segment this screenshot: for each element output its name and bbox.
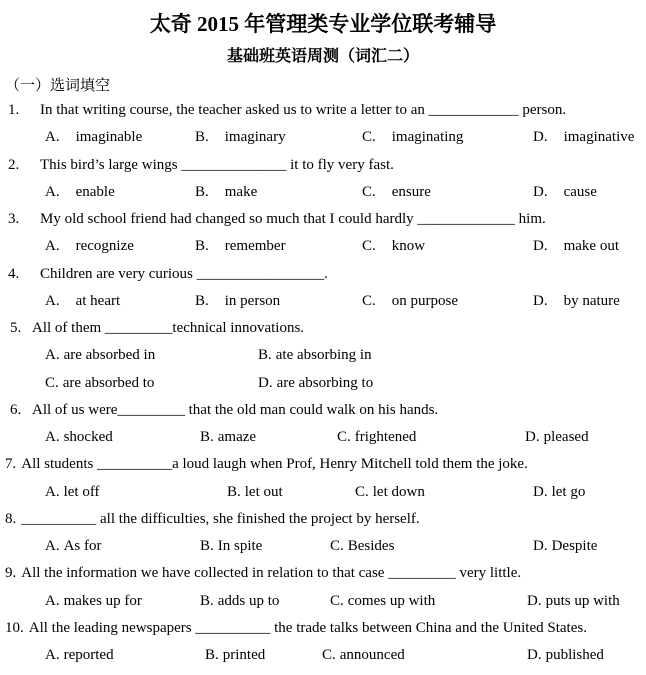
option-text: enable — [75, 183, 115, 200]
option-letter: A. — [45, 183, 60, 200]
option-letter: A. — [45, 592, 60, 609]
question-9-option-C — [330, 588, 527, 615]
question-6-option-D — [525, 424, 589, 451]
option-letter: C. — [337, 429, 351, 445]
question-3-option-A — [45, 233, 195, 260]
question-6 — [0, 397, 646, 424]
question-10-option-B — [205, 642, 322, 669]
option-letter: D. — [533, 183, 548, 200]
question-2-text: This bird’s large wings ______________ it to fly very fast. — [40, 156, 394, 173]
option-letter: B. — [195, 183, 209, 200]
question-4-option-B — [195, 288, 362, 315]
option-letter: C. — [330, 592, 344, 609]
option-text: announced — [339, 647, 405, 663]
question-2-option-D — [533, 179, 597, 206]
option-letter: B. — [258, 347, 272, 364]
question-7-option-D — [533, 479, 585, 506]
question-9-number: 9. — [5, 565, 17, 582]
option-letter: D. — [533, 292, 548, 309]
option-text: recognize — [75, 238, 134, 255]
option-letter: B. — [200, 538, 214, 554]
question-10-option-A — [45, 642, 205, 669]
option-text: cause — [563, 183, 597, 200]
question-2-option-A — [45, 179, 195, 206]
question-6-option-C — [337, 424, 525, 451]
option-letter: D. — [533, 538, 548, 554]
option-text: printed — [222, 647, 266, 663]
question-7-option-B — [227, 479, 355, 506]
option-text: let go — [551, 483, 586, 500]
option-text: let down — [372, 483, 425, 500]
question-5-options-row — [0, 370, 646, 397]
option-text: are absorbed to — [62, 374, 155, 391]
question-5-options-row — [0, 342, 646, 369]
option-letter: B. — [195, 129, 209, 146]
option-letter: A. — [45, 129, 60, 146]
question-7 — [0, 451, 646, 478]
option-letter: D. — [525, 429, 540, 445]
section-heading: （一）选词填空 — [5, 78, 111, 94]
option-text: in person — [224, 292, 281, 309]
question-9-options-row — [0, 588, 646, 615]
option-text: As for — [63, 538, 102, 554]
option-text: make out — [563, 238, 619, 255]
question-4-options-row — [0, 288, 646, 315]
option-text: amaze — [217, 429, 257, 445]
question-10-option-D — [527, 642, 604, 669]
question-list — [0, 97, 646, 669]
option-text: know — [391, 238, 426, 255]
question-7-options-row — [0, 479, 646, 506]
question-8 — [0, 506, 646, 533]
option-text: Besides — [347, 538, 395, 554]
option-letter: D. — [527, 647, 542, 663]
option-letter: C. — [362, 129, 376, 146]
question-2-options-row — [0, 179, 646, 206]
question-8-number: 8. — [5, 510, 17, 527]
option-text: puts up with — [545, 592, 620, 609]
question-6-number: 6. — [10, 401, 22, 418]
question-9-text: All the information we have collected in relation to that case _________ very little. — [21, 565, 522, 582]
question-10-number: 10. — [5, 619, 24, 636]
question-1-options-row — [0, 124, 646, 151]
option-text: ate absorbing in — [275, 347, 372, 364]
option-text: imaginary — [224, 129, 286, 146]
option-text: shocked — [63, 429, 113, 445]
question-6-option-B — [200, 424, 337, 451]
question-9-option-B — [200, 588, 330, 615]
question-8-option-C — [330, 533, 533, 560]
question-3-text: My old school friend had changed so much that I could hardly _____________ him. — [40, 211, 546, 227]
option-letter: A. — [45, 647, 60, 663]
option-letter: C. — [355, 483, 369, 500]
question-7-option-C — [355, 479, 533, 506]
question-9-option-A — [45, 588, 200, 615]
option-text: Despite — [551, 538, 598, 554]
question-3-option-B — [195, 233, 362, 260]
option-text: imaginating — [391, 129, 464, 146]
question-10 — [0, 615, 646, 642]
question-8-option-D — [533, 533, 597, 560]
option-letter: D. — [258, 374, 273, 391]
question-3-number: 3. — [8, 211, 20, 227]
option-letter: B. — [200, 429, 214, 445]
question-8-options-row — [0, 533, 646, 560]
question-3 — [0, 206, 646, 233]
option-letter: C. — [45, 374, 59, 391]
question-1-text: In that writing course, the teacher asked us to write a letter to an ____________ person. — [40, 102, 567, 118]
question-5 — [0, 315, 646, 342]
option-text: make — [224, 183, 258, 200]
question-5-option-C — [45, 370, 258, 397]
option-text: imaginable — [75, 129, 143, 146]
option-letter: A. — [45, 483, 60, 500]
question-6-options-row — [0, 424, 646, 451]
document-title: 太奇 2015 年管理类专业学位联考辅导 — [149, 12, 497, 36]
question-3-options-row — [0, 233, 646, 260]
question-7-text: All students __________a loud laugh when Prof, Henry Mitchell told them the joke. — [21, 456, 528, 473]
question-8-option-B — [200, 533, 330, 560]
option-letter: A. — [45, 238, 60, 255]
question-5-option-A — [45, 342, 258, 369]
option-text: let off — [63, 483, 100, 500]
option-text: reported — [63, 647, 114, 663]
question-4-text: Children are very curious _________________. — [40, 265, 328, 282]
question-9-option-D — [527, 588, 620, 615]
question-9 — [0, 560, 646, 587]
question-7-number: 7. — [5, 456, 17, 473]
option-letter: D. — [533, 238, 548, 255]
question-10-options-row — [0, 642, 646, 669]
option-letter: A. — [45, 429, 60, 445]
option-text: In spite — [217, 538, 263, 554]
option-text: frightened — [354, 429, 417, 445]
question-3-option-D — [533, 233, 619, 260]
option-letter: D. — [533, 483, 548, 500]
question-1 — [0, 97, 646, 124]
option-letter: C. — [322, 647, 336, 663]
question-5-number: 5. — [10, 320, 22, 336]
question-2-option-C — [362, 179, 533, 206]
option-letter: A. — [45, 538, 60, 554]
question-4-option-C — [362, 288, 533, 315]
question-4-number: 4. — [8, 265, 20, 282]
option-text: let out — [244, 483, 283, 500]
question-2-number: 2. — [8, 156, 20, 173]
question-1-number: 1. — [8, 102, 20, 118]
document-subtitle: 基础班英语周测（词汇二） — [226, 48, 419, 65]
option-text: are absorbed in — [63, 347, 156, 364]
option-letter: B. — [205, 647, 219, 663]
option-text: are absorbing to — [276, 374, 374, 391]
option-text: at heart — [75, 292, 121, 309]
question-4 — [0, 261, 646, 288]
question-5-text: All of them _________technical innovations. — [32, 320, 305, 336]
question-6-option-A — [45, 424, 200, 451]
option-letter: B. — [195, 292, 209, 309]
question-4-option-D — [533, 288, 620, 315]
option-text: makes up for — [63, 592, 142, 609]
option-text: by nature — [563, 292, 620, 309]
option-letter: C. — [362, 238, 376, 255]
question-2-option-B — [195, 179, 362, 206]
option-letter: B. — [200, 592, 214, 609]
question-2 — [0, 152, 646, 179]
question-5-option-B — [258, 342, 372, 369]
question-6-text: All of us were_________ that the old man could walk on his hands. — [32, 401, 439, 418]
option-letter: D. — [533, 129, 548, 146]
question-4-option-A — [45, 288, 195, 315]
question-1-option-A — [45, 124, 195, 151]
option-text: pleased — [543, 429, 589, 445]
question-1-option-C — [362, 124, 533, 151]
option-letter: D. — [527, 592, 542, 609]
question-1-option-D — [533, 124, 634, 151]
option-text: imaginative — [563, 129, 635, 146]
option-letter: B. — [195, 238, 209, 255]
option-text: published — [545, 647, 604, 663]
option-text: comes up with — [347, 592, 436, 609]
option-letter: A. — [45, 292, 60, 309]
option-letter: C. — [330, 538, 344, 554]
question-8-text: __________ all the difficulties, she finished the project by herself. — [21, 510, 420, 527]
question-10-option-C — [322, 642, 527, 669]
option-text: adds up to — [217, 592, 280, 609]
question-7-option-A — [45, 479, 227, 506]
option-letter: A. — [45, 347, 60, 364]
question-5-option-D — [258, 370, 373, 397]
question-3-option-C — [362, 233, 533, 260]
question-10-text: All the leading newspapers __________ the trade talks between China and the United States. — [28, 619, 587, 636]
question-1-option-B — [195, 124, 362, 151]
question-8-option-A — [45, 533, 200, 560]
option-letter: C. — [362, 292, 376, 309]
option-letter: C. — [362, 183, 376, 200]
option-text: remember — [224, 238, 286, 255]
option-letter: B. — [227, 483, 241, 500]
option-text: ensure — [391, 183, 431, 200]
option-text: on purpose — [391, 292, 459, 309]
